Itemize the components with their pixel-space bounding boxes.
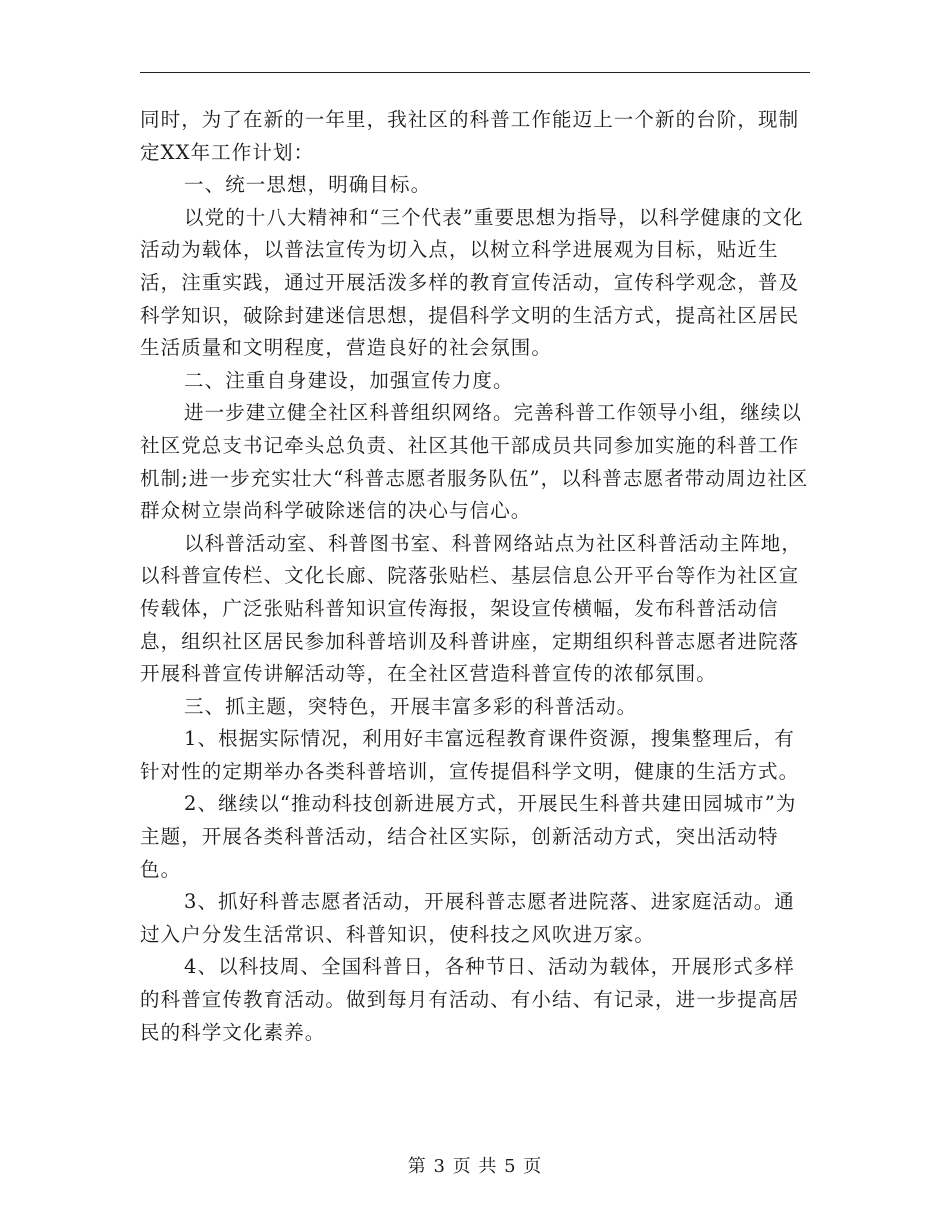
document-body [140,104,812,1049]
section-heading-1: 一、统一思想，明确目标。 [184,173,432,197]
paragraph: 以科普活动室、科普图书室、科普网络站点为社区科普活动主阵地，以科普宣传栏、文化长廊、院落张贴栏、基层信息公开平台等作为社区宣传载体，广泛张贴科普知识宣传海报，架设宣传横幅，发布科普活动信息，组织社区居民参加科普培训及科普讲座，定期组织科普志愿者进院落开展科普宣传讲解活动等，在全社区营造科普宣传的浓郁氛围。 [140,531,803,686]
header-rule [140,72,810,73]
paragraph-intro: 同时，为了在新的一年里，我社区的科普工作能迈上一个新的台阶，现制定XX年工作计划： [140,108,800,164]
page-number-footer: 第 3 页 共 5 页 [407,1156,543,1177]
list-item: 1、根据实际情况，利用好丰富远程教育课件资源，搜集整理后，有针对性的定期举办各类科普培训，宣传提倡科学文明，健康的生活方式。 [140,727,800,783]
paragraph: 以党的十八大精神和“三个代表”重要思想为指导，以科学健康的文化活动为载体，以普法宣传为切入点，以树立科学进展观为目标，贴近生活，注重实践，通过开展活泼多样的教育宣传活动，宣传科学观念，普及科学知识，破除封建迷信思想，提倡科学文明的生活方式，提高社区居民生活质量和文明程度，营造良好的社会氛围。 [140,205,804,360]
paragraph: 进一步建立健全社区科普组织网络。完善科普工作领导小组，继续以社区党总支书记牵头总负责、社区其他干部成员共同参加实施的科普工作机制;进一步充实壮大“科普志愿者服务队伍”，以科普志愿者带动周边社区群众树立崇尚科学破除迷信的决心与信心。 [140,401,809,523]
section-heading-2: 二、注重自身建设，加强宣传力度。 [184,368,514,392]
list-item: 3、抓好科普志愿者活动，开展科普志愿者进院落、进家庭活动。通过入户分发生活常识、科普知识，使科技之风吹进万家。 [140,890,795,946]
section-heading-3: 三、抓主题，突特色，开展丰富多彩的科普活动。 [184,694,638,718]
list-item: 4、以科技周、全国科普日，各种节日、活动为载体，开展形式多样的科普宣传教育活动。做到每月有活动、有小结、有记录，进一步提高居民的科学文化素养。 [140,955,800,1044]
list-item: 2、继续以“推动科技创新进展方式，开展民生科普共建田园城市”为主题，开展各类科普活动，结合社区实际，创新活动方式，突出活动特色。 [140,792,797,881]
